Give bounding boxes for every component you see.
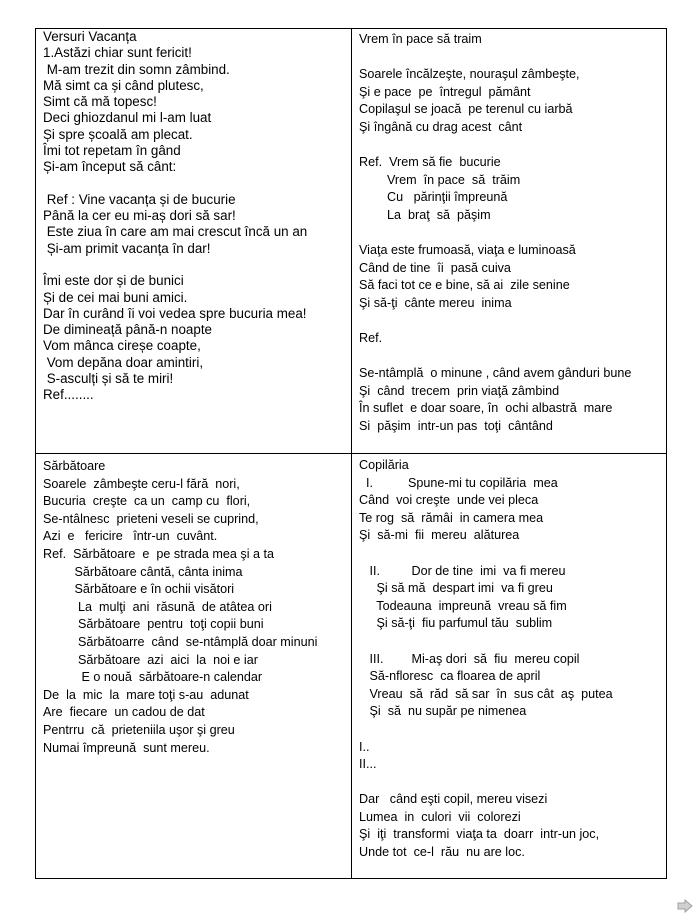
poem-line: Copilaşul se joacă pe terenul cu iarbă: [359, 102, 573, 117]
poem-line: Viaţa este frumoasă, viaţa e luminoasă: [359, 243, 576, 258]
poem-line: Vreau să răd să sar în sus cât aş putea: [359, 686, 613, 701]
poem-line: II...: [359, 757, 377, 772]
poem-line: Este ziua în care am mai crescut încă un an: [43, 224, 308, 240]
poem-line: La mulţi ani răsună de atâtea ori: [43, 599, 272, 614]
poem-line: Mă simt ca și când plutesc,: [43, 77, 204, 93]
poem-line: Deci ghiozdanul mi l-am luat: [43, 110, 212, 126]
poem-line: La braţ să păşim: [359, 207, 491, 222]
poem-line: II. Dor de tine imi va fi mereu: [359, 563, 566, 578]
poem-line: Vom mânca cireșe coapte,: [43, 338, 201, 354]
blank-line: [359, 774, 665, 792]
poem-line: Îmi tot repetam în gând: [43, 142, 181, 158]
poem-line: Sărbătoarre când se-ntâmplă doar minuni: [43, 634, 318, 649]
poem-cell-bottom-left: [43, 458, 349, 757]
poem-line: Şi e pace pe întregul pământ: [359, 84, 531, 99]
blank-line: [359, 721, 665, 739]
poem-lines: [359, 49, 665, 436]
poem-line: Si păşim intr-un pas toţi cântând: [359, 419, 553, 434]
poem-line: Și de cei mai buni amici.: [43, 289, 188, 305]
poem-line: Să faci tot ce e bine, să ai zile senine: [359, 278, 570, 293]
blank-line: [359, 313, 665, 331]
poem-line: Şi să-ţi cânte mereu inima: [359, 295, 512, 310]
poem-line: Dar în curând îi voi vedea spre bucuria mea!: [43, 305, 307, 321]
poem-line: Şi când trecem prin viaţă zâmbind: [359, 383, 560, 398]
poem-line: Ref. Vrem să fie bucurie: [359, 155, 501, 170]
poem-line: De dimineață până-n noapte: [43, 322, 212, 337]
poem-line: Azi e fericire într-un cuvânt.: [43, 529, 218, 544]
poem-line: Și-am început să cânt:: [43, 159, 177, 174]
poem-line: Și-am primit vacanța în dar!: [43, 240, 211, 256]
poem-line: Sărbătoare pentru toţi copii buni: [43, 617, 264, 632]
poem-line: Sărbătoare e în ochii visători: [43, 582, 235, 597]
poem-line: Şi iţi transformi viaţa ta doarr intr-un joc,: [359, 827, 600, 842]
poem-line: Se-ntâlnesc prieteni veseli se cuprind,: [43, 511, 259, 526]
poem-line: Şi să-ţi fiu parfumul tău sublim: [359, 616, 553, 631]
poem-line: I. Spune-mi tu copilăria mea: [359, 475, 558, 490]
poem-line: Sărbătoare cântă, cânta inima: [43, 564, 243, 579]
blank-line: [359, 137, 665, 155]
poem-line: Se-ntâmplă o minune , când avem gânduri bune: [359, 366, 632, 381]
poem-line: Simt că mă topesc!: [43, 94, 157, 109]
poem-line: Vom depăna doar amintiri,: [43, 354, 204, 370]
poem-line: Soarele zâmbeşte ceru-l fără nori,: [43, 476, 240, 491]
poem-line: Dar când eşti copil, mereu visezi: [359, 792, 548, 807]
next-page-arrow-icon[interactable]: [677, 899, 693, 913]
poem-line: Când de tine îi pasă cuiva: [359, 260, 511, 275]
blank-line: [359, 633, 665, 651]
poem-line: E o nouă sărbătoare-n calendar: [43, 670, 263, 685]
poem-line: Lumea in culori vii colorezi: [359, 809, 521, 824]
poem-title: Versuri Vacanța: [43, 29, 137, 44]
poem-line: Te rog să rămâi in camera mea: [359, 510, 544, 525]
poem-line: M-am trezit din somn zâmbind.: [43, 61, 230, 77]
blank-line: [359, 348, 665, 366]
poem-line: Vrem în pace să trăim: [359, 172, 521, 187]
poem-cell-top-left: [43, 29, 349, 403]
poem-line: Să-nfloresc ca floarea de april: [359, 669, 541, 684]
poem-line: Bucuria creşte ca un camp cu flori,: [43, 494, 251, 509]
poem-line: Pentrru că prieteniila uşor şi greu: [43, 722, 235, 737]
row-divider: [36, 453, 666, 454]
poem-line: Până la cer eu mi-aș dori să sar!: [43, 208, 236, 223]
poem-line: În suflet e doar soare, în ochi albastră mare: [359, 401, 613, 416]
blank-line: [43, 175, 349, 192]
poem-line: Sărbătoare azi aici la noi e iar: [43, 652, 258, 667]
blank-line: [359, 49, 665, 67]
poem-cell-top-right: [359, 31, 665, 436]
poem-line: Unde tot ce-l rău nu are loc.: [359, 845, 525, 860]
poem-line: Cu părinţii împreună: [359, 190, 508, 205]
blank-line: [359, 225, 665, 243]
poem-line: Şi să nu supăr pe nimenea: [359, 704, 527, 719]
poem-line: Numai împreună sunt mereu.: [43, 740, 210, 755]
poem-title: Vrem în pace să traim: [359, 32, 482, 46]
poem-line: I..: [359, 739, 370, 754]
poem-line: Şi să mă despart imi va fi greu: [359, 581, 553, 596]
poem-line: S-asculți și să te miri!: [43, 370, 174, 386]
blank-line: [359, 545, 665, 563]
blank-line: [43, 257, 349, 274]
poem-line: Ref.: [359, 331, 383, 346]
poem-title: Sărbătoare: [43, 459, 106, 473]
poem-lines: [43, 45, 349, 403]
poem-line: Îmi este dor și de bunici: [43, 273, 184, 289]
poem-cell-bottom-right: [359, 457, 665, 862]
poem-line: Şi să-mi fii mereu alăturea: [359, 528, 520, 543]
poem-line: Şi îngână cu drag acest cânt: [359, 119, 523, 134]
poem-line: Ref........: [43, 387, 94, 402]
poem-lines: [43, 476, 349, 758]
poem-line: Ref : Vine vacanța și de bucurie: [43, 191, 236, 207]
poem-line: Când voi creşte unde vei pleca: [359, 493, 539, 508]
poem-line: Și spre școală am plecat.: [43, 126, 193, 142]
poems-table: [35, 28, 667, 879]
poem-line: Are fiecare un cadou de dat: [43, 705, 205, 720]
poem-title: Copilăria: [359, 458, 409, 472]
poem-line: Ref. Sărbătoare e pe strada mea şi a ta: [43, 546, 275, 561]
poem-line: De la mic la mare toţi s-au adunat: [43, 687, 249, 702]
poem-line: 1.Astăzi chiar sunt fericit!: [43, 45, 192, 61]
poem-line: Soarele încălzeşte, nouraşul zâmbeşte,: [359, 67, 580, 82]
poem-line: Todeauna impreună vreau să fim: [359, 598, 567, 613]
poem-lines: [359, 475, 665, 862]
poem-line: III. Mi-aş dori să fiu mereu copil: [359, 651, 580, 666]
